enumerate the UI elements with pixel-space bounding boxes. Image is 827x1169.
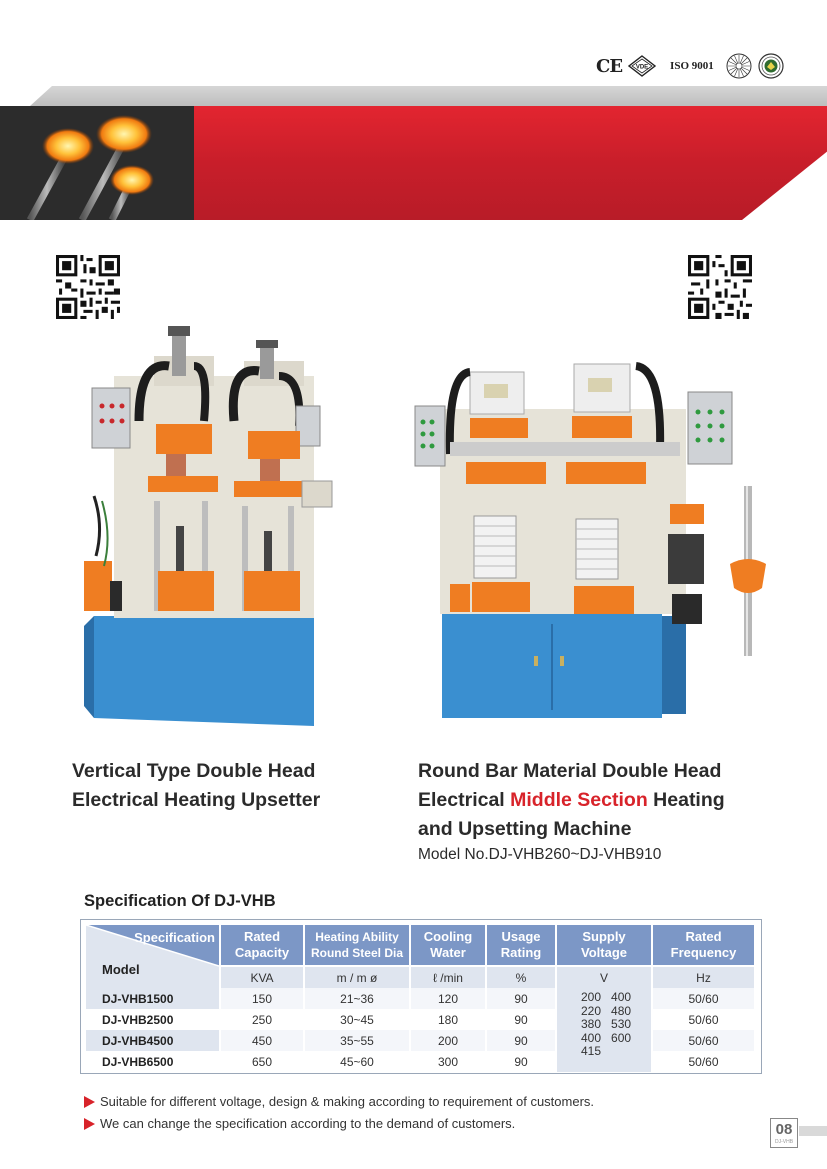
water-cell: 200 [410, 1030, 486, 1051]
usage-cell: 90 [486, 1051, 556, 1072]
unit-cooling-water: ℓ /min [410, 966, 486, 988]
page-number-strip [799, 1126, 827, 1136]
red-arrow-icon [84, 1096, 95, 1108]
column-header-supply-voltage: Supply Voltage [556, 925, 652, 966]
right-caption-text: Electrical [418, 789, 511, 811]
capacity-cell: 450 [220, 1030, 304, 1051]
dia-cell: 30~45 [304, 1009, 410, 1030]
dia-cell: 21~36 [304, 988, 410, 1009]
voltage-line: 415 [581, 1044, 602, 1058]
note-text: Suitable for different voltage, design & making according to requirement of customers. [100, 1094, 595, 1109]
capacity-cell: 650 [220, 1051, 304, 1072]
right-caption-line [418, 786, 798, 815]
header-grey-band [30, 86, 827, 106]
usage-cell: 90 [486, 1009, 556, 1030]
water-cell: 120 [410, 988, 486, 1009]
voltage-line: 380 530 [581, 1017, 632, 1031]
qr-code-left-icon[interactable] [56, 255, 120, 319]
voltage-line: 220 480 [581, 1003, 632, 1018]
corner-spec-label: Specification [134, 930, 215, 945]
water-cell: 300 [410, 1051, 486, 1072]
right-caption-highlight: Middle Section [510, 789, 648, 811]
usage-cell: 90 [486, 988, 556, 1009]
table-row [86, 1051, 754, 1072]
voltage-line: 200 400 [581, 990, 632, 1004]
iso-label: ISO 9001 [670, 60, 714, 72]
model-cell: DJ-VHB2500 [86, 1009, 220, 1030]
note-item [84, 1113, 594, 1135]
vertical-double-head-upsetter-image [84, 326, 344, 728]
right-machine-caption [418, 757, 798, 844]
freq-cell: 50/60 [652, 1051, 754, 1072]
ce-mark: CE [596, 55, 623, 77]
right-caption-line: and Upsetting Machine [418, 818, 632, 840]
qr-code-right-icon[interactable] [688, 255, 752, 319]
column-header-heating-ability: Heating Ability Round Steel Dia [304, 925, 410, 966]
notes-list [84, 1091, 594, 1135]
glowing-billet-photo [0, 106, 194, 220]
unit-capacity: KVA [220, 966, 304, 988]
freq-cell: 50/60 [652, 1030, 754, 1051]
right-caption-line: Round Bar Material Double Head [418, 760, 722, 782]
freq-cell: 50/60 [652, 1009, 754, 1030]
column-header-cooling-water: Cooling Water [410, 925, 486, 966]
column-header-usage-rating: Usage Rating [486, 925, 556, 966]
unit-rated-frequency: Hz [652, 966, 754, 988]
model-cell: DJ-VHB1500 [86, 988, 220, 1009]
capacity-cell: 150 [220, 988, 304, 1009]
left-machine-caption [72, 757, 382, 815]
unit-supply-voltage: V [556, 966, 652, 988]
page-number: 08 [775, 1121, 793, 1138]
table-row [86, 1030, 754, 1051]
note-item [84, 1091, 594, 1113]
unit-heating-ability: m / m ø [304, 966, 410, 988]
header-banner [0, 106, 827, 220]
left-caption-line: Vertical Type Double Head [72, 760, 316, 782]
certification-seal-icon [726, 53, 752, 79]
usage-cell: 90 [486, 1030, 556, 1051]
column-header-rated-frequency: Rated Frequency [652, 925, 754, 966]
model-number: Model No.DJ-VHB260~DJ-VHB910 [418, 846, 662, 863]
dia-cell: 35~55 [304, 1030, 410, 1051]
spec-corner-cell [86, 925, 220, 988]
capacity-cell: 250 [220, 1009, 304, 1030]
svg-text:VDE: VDE [635, 64, 649, 71]
table-row [86, 1009, 754, 1030]
left-caption-line: Electrical Heating Upsetter [72, 789, 321, 811]
model-cell: DJ-VHB6500 [86, 1051, 220, 1072]
red-banner-panel [194, 106, 827, 220]
page-number-box [770, 1118, 798, 1148]
note-text: We can change the specification according to the demand of customers. [100, 1116, 516, 1131]
model-cell: DJ-VHB4500 [86, 1030, 220, 1051]
table-row [86, 988, 754, 1009]
unit-usage-rating: % [486, 966, 556, 988]
red-arrow-icon [84, 1118, 95, 1130]
voltage-line: 400 600 [581, 1030, 632, 1045]
dia-cell: 45~60 [304, 1051, 410, 1072]
voltage-cell [556, 988, 652, 1072]
middle-section-heating-upsetting-machine-image [410, 354, 770, 720]
certification-strip [596, 52, 796, 80]
column-header-capacity: Rated Capacity [220, 925, 304, 966]
spec-table [86, 925, 754, 1072]
page-number-sub: DJ-VHB [774, 1139, 794, 1145]
corner-model-label: Model [102, 962, 140, 977]
quality-seal-icon [758, 53, 784, 79]
right-caption-text: Heating [647, 789, 725, 811]
freq-cell: 50/60 [652, 988, 754, 1009]
vde-mark-icon [628, 55, 656, 77]
water-cell: 180 [410, 1009, 486, 1030]
spec-title: Specification Of DJ-VHB [84, 892, 276, 910]
